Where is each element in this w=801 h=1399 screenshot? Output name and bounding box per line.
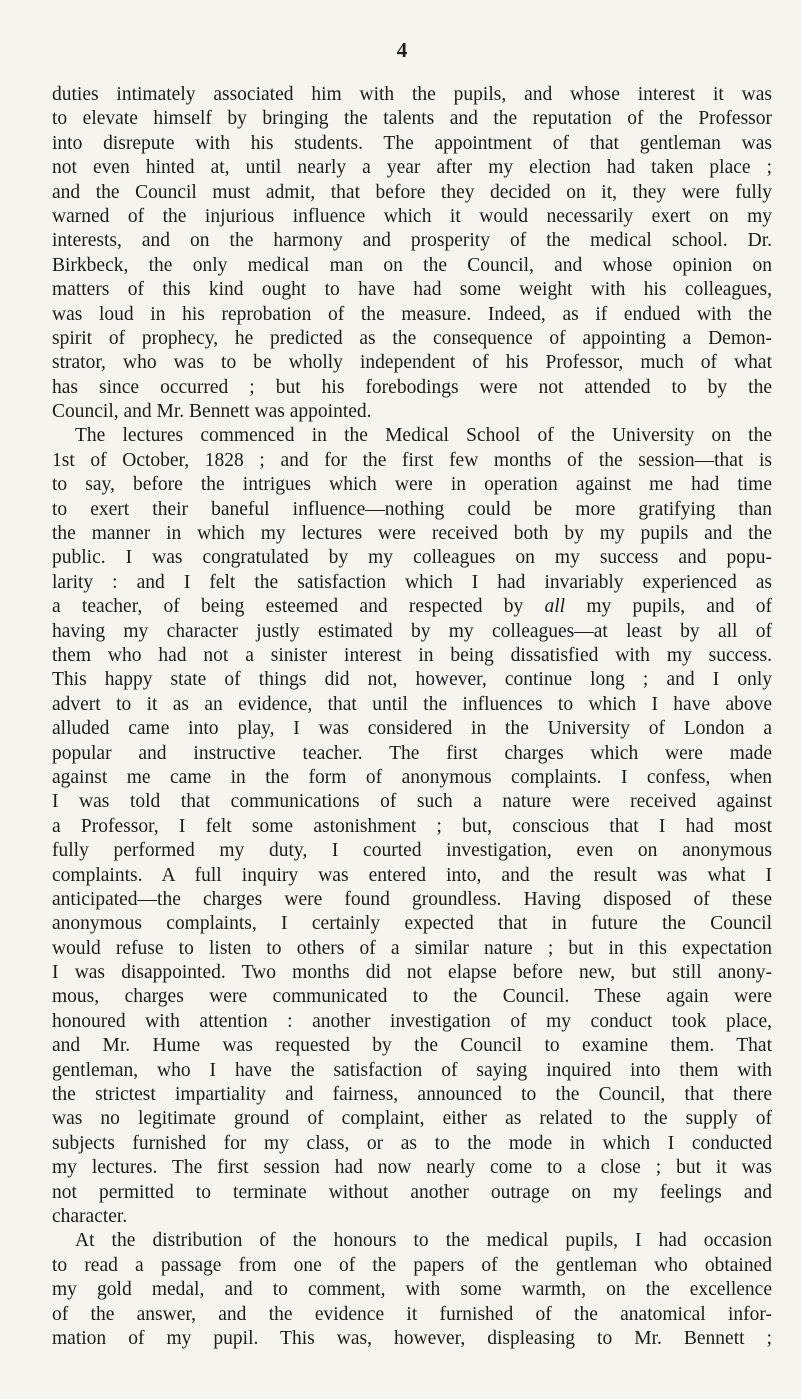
text-line: was no legitimate ground of complaint, either as related to the supply of xyxy=(52,1108,772,1130)
text-line: not even hinted at, until nearly a year after my election had taken place ; xyxy=(52,157,772,179)
text-line: to elevate himself by bringing the talents and the reputation of the Professor xyxy=(52,108,772,130)
text-line: the strictest impartiality and fairness, announced to the Council, that there xyxy=(52,1084,772,1106)
text-line: gentleman, who I have the satisfaction of saying inquired into them with xyxy=(52,1059,772,1081)
text-line: alluded came into play, I was considered in the University of London a xyxy=(52,718,772,740)
text-line xyxy=(52,595,772,619)
text-line: public. I was congratulated by my colleagues on my success and popu- xyxy=(52,547,772,569)
text-line: not permitted to terminate without another outrage on my feelings and xyxy=(52,1181,772,1203)
text-line: was loud in his reprobation of the measure. Indeed, as if endued with the xyxy=(52,303,772,325)
text-line: warned of the injurious influence which it would necessarily exert on my xyxy=(52,205,772,227)
text-line: mation of my pupil. This was, however, displeasing to Mr. Bennett ; xyxy=(52,1327,772,1349)
text-line: and the Council must admit, that before they decided on it, they were fully xyxy=(52,181,772,203)
text-line: I was disappointed. Two months did not elapse before new, but still anony- xyxy=(52,962,772,984)
text-line: Birkbeck, the only medical man on the Council, and whose opinion on xyxy=(52,254,772,276)
text-segment: my pupils, and of xyxy=(565,596,772,618)
text-line: Council, and Mr. Bennett was appointed. xyxy=(52,401,372,423)
text-line: into disrepute with his students. The appointment of that gentleman was xyxy=(52,132,772,154)
text-line: larity : and I felt the satisfaction which I had invariably experienced as xyxy=(52,571,772,593)
text-line: subjects furnished for my class, or as to the mode in which I conducted xyxy=(52,1132,772,1154)
text-line: matters of this kind ought to have had some weight with his colleagues, xyxy=(52,279,772,301)
text-line: strator, who was to be wholly independent of his Professor, much of what xyxy=(52,352,772,374)
text-line: fully performed my duty, I courted investigation, even on anonymous xyxy=(52,840,772,862)
text-line: complaints. A full inquiry was entered into, and the result was what I xyxy=(52,864,772,886)
text-line: against me came in the form of anonymous complaints. I confess, when xyxy=(52,766,772,788)
text-line: character. xyxy=(52,1205,128,1227)
text-line: anticipated—the charges were found groundless. Having disposed of these xyxy=(52,888,772,910)
text-line: having my character justly estimated by my colleagues—at least by all of xyxy=(52,620,772,642)
text-line: them who had not a sinister interest in being dissatisfied with my success. xyxy=(52,644,772,666)
text-line: advert to it as an evidence, that until the influences to which I have above xyxy=(52,693,772,715)
text-line: duties intimately associated him with the pupils, and whose interest it was xyxy=(52,84,772,105)
text-line: 1st of October, 1828 ; and for the first few months of the session—that is xyxy=(52,449,772,471)
text-line: The lectures commenced in the Medical School of the University on the xyxy=(75,425,772,447)
text-line: At the distribution of the honours to the medical pupils, I had occasion xyxy=(75,1230,772,1252)
text-line: of the answer, and the evidence it furnished of the anatomical infor- xyxy=(52,1303,772,1325)
text-line: to say, before the intrigues which were in operation against me had time xyxy=(52,474,772,496)
text-line: popular and instructive teacher. The first charges which were made xyxy=(52,742,772,764)
body-text xyxy=(52,83,772,1351)
text-line: my gold medal, and to comment, with some warmth, on the excellence xyxy=(52,1279,772,1301)
text-line: interests, and on the harmony and prosperity of the medical school. Dr. xyxy=(52,230,772,252)
text-line: mous, charges were communicated to the Council. These again were xyxy=(52,986,772,1008)
text-line: This happy state of things did not, however, continue long ; and I only xyxy=(52,669,772,691)
text-line: would refuse to listen to others of a similar nature ; but in this expectation xyxy=(52,937,772,959)
page-number: 4 xyxy=(396,38,408,62)
text-line: to exert their baneful influence—nothing could be more gratifying than xyxy=(52,498,772,520)
text-line: honoured with attention : another investigation of my conduct took place, xyxy=(52,1010,772,1032)
text-line: to read a passage from one of the papers of the gentleman who obtained xyxy=(52,1254,772,1276)
text-line: a Professor, I felt some astonishment ; but, conscious that I had most xyxy=(52,815,772,837)
text-line: the manner in which my lectures were received both by my pupils and the xyxy=(52,523,772,545)
text-line: I was told that communications of such a nature were received against xyxy=(52,791,772,813)
text-line: spirit of prophecy, he predicted as the consequence of appointing a Demon- xyxy=(52,327,772,349)
italic-emphasis: all xyxy=(544,596,566,618)
text-line: anonymous complaints, I certainly expected that in future the Council xyxy=(52,913,772,935)
text-line: my lectures. The first session had now nearly come to a close ; but it was xyxy=(52,1157,772,1179)
text-line: and Mr. Hume was requested by the Council to examine them. That xyxy=(52,1035,772,1057)
text-segment: a teacher, of being esteemed and respected by xyxy=(52,596,524,618)
text-line: has since occurred ; but his forebodings were not attended to by the xyxy=(52,376,772,398)
